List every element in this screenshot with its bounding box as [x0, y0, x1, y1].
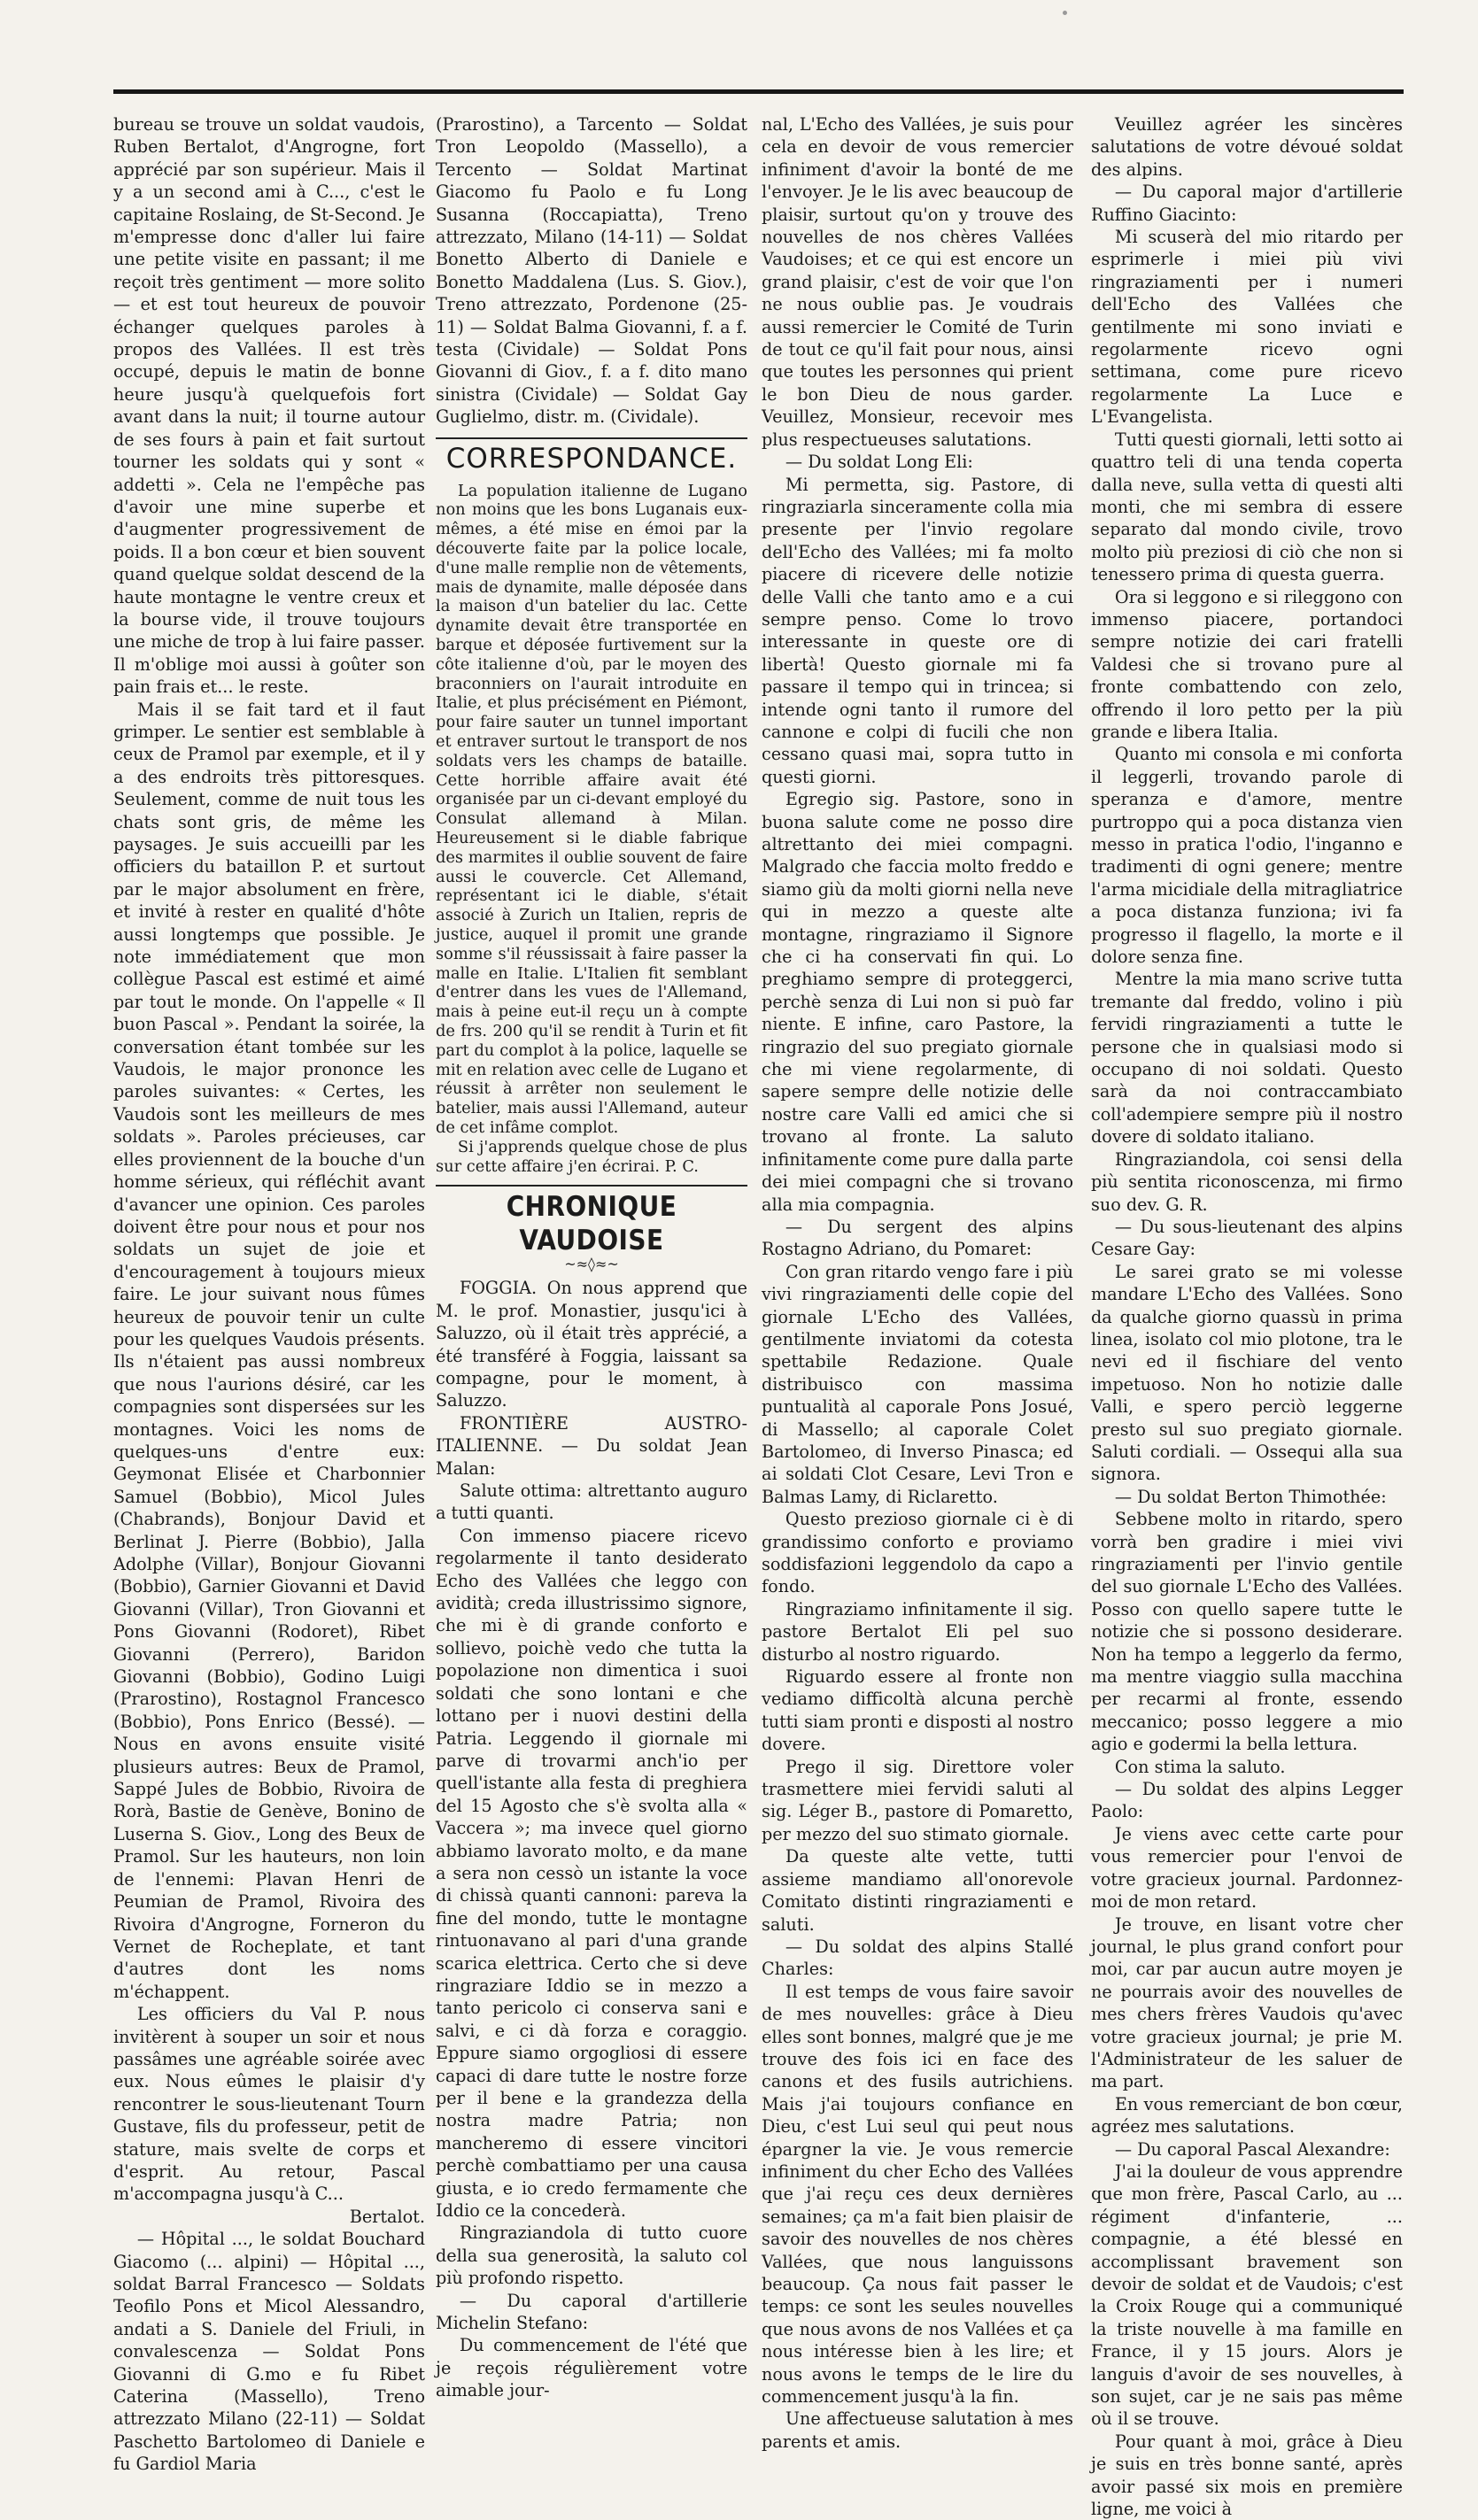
col4-paragraph: — Du caporal Pascal Alexandre:: [1114, 2138, 1390, 2160]
col3-paragraph: nal, L'Echo des Vallées, je suis pour cela en devoir de vous remercier infiniment d'avoir la bonté de me l'envoyer. Je le lis avec beaucoup de plaisir, surtout qu'on y trouve des nouvelles de nos chères Vallées Vaudoises; et ce qui est encore un grand plaisir, c'est de voir que l'on ne nous oublie pas. Je voudrais aussi remercier le Comité de Turin de tout ce qu'il fait pour nous, ainsi que toutes les personnes qui prient le bon Dieu de nous garder. Veuillez, Monsieur, recevoir mes plus respectueuses salutations.: [762, 114, 1073, 450]
speck: [1063, 11, 1067, 15]
col1-paragraph: Mais il se fait tard et il faut grimper. Le sentier est semblable à ceux de Pramol par exemple, et il y a des endroits très pittoresques. Seulement, comme de nuit tous les chats sont gris, de même les paysages. Je suis accueilli par les officiers du bataillon P. et surtout par le major absolument en frère, et invité à rester en qualité d'hôte aussi longtemps que possible. Je note immédiatement que mon collègue Pascal est estimé et aimé par tout le monde. On l'appelle « Il buon Pascal ». Pendant la soirée, la conversation étant tombée sur les Vaudois, le major prononce les paroles suivantes: « Certes, les Vaudois sont les meilleurs de mes soldats ». Paroles précieuses, car elles proviennent de la bouche d'un homme sérieux, qui réfléchit avant d'avancer une opinion. Ces paroles doivent être pour nous et pour nos soldats un sujet de joie et d'encouragement à toujours mieux faire. Le jour suivant nous fûmes heureux de pouvoir tenir un culte pour les quelques Vaudois présents. Ils n'étaient pas aussi nombreux que nous l'aurions désiré, car les compagnies sont dispersées sur les montagnes. Voici les noms de quelques-uns d'entre eux: Geymonat Elisée et Charbonnier Samuel (Bobbio), Micol Jules (Chabrands), Bonjour David et Berlinat J. Pierre (Bobbio), Jalla Adolphe (Villar), Bonjour Giovanni (Bobbio), Garnier Giovanni et David Giovanni (Villar), Tron Giovanni et Pons Giovanni (Rodoret), Ribet Giovanni (Perrero), Baridon Giovanni (Bobbio), Godino Luigi (Prarostino), Rostagnol Francesco (Bobbio), Pons Enrico (Bessé). — Nous en avons ensuite visité plusieurs autres: Beux de Pramol, Sappé Jules de Bobbio, Rivoira de Rorà, Bastie de Genève, Bonino de Luserna S. Giov., Long des Beux de Pramol. Sur les hauteurs, non loin de l'ennemi: Plavan Henri de Peumian de Pramol, Rivoira des Rivoira d'Angrogne, Forneron du Vernet de Rocheplate, et tant d'autres dont les noms m'échappent.: [113, 699, 425, 2002]
col4-paragraph: Ringraziandola, coi sensi della più sentita riconoscenza, mi firmo suo dev. G. R.: [1091, 1148, 1403, 1215]
col3-paragraph: Egregio sig. Pastore, sono in buona salute come ne posso dire altrettanto dei miei compagni. Malgrado che faccia molto freddo e siamo giù da molti giorni nella neve qui in mezzo a queste alte montagne, ringraziamo il Signore che ci ha conservati fin qui. Lo preghiamo sempre di proteggerci, perchè senza di Lui non si può far niente. E infine, caro Pastore, la ringrazio del suo pregiato giornale che mi viene regolarmente, di sapere sempre delle notizie delle nostre care Valli ed amici che si trovano al fronte. La saluto infinitamente come pure dalla parte dei miei compagni che si trovano alla mia compagnia.: [762, 789, 1073, 1215]
col3-paragraph: Une affectueuse salutation à mes parents et amis.: [762, 2408, 1073, 2452]
col4-paragraph: Veuillez agréer les sincères salutations de votre dévoué soldat des alpins.: [1091, 114, 1403, 180]
heading-flourish: ~≈◊≈~: [564, 1256, 619, 1273]
col4-paragraph: — Du soldat des alpins Legger Paolo:: [1091, 1779, 1403, 1822]
col3-paragraph: — Du soldat Long Eli:: [785, 452, 973, 473]
col4-paragraph: Quanto mi consola e mi conforta il leggerli, trovando parole di speranza e d'amore, mentre purtroppo qui a poca distanza vien messo in pratica l'odio, l'inganno e tradimenti di ogni genere; mentre l'arma micidiale della mitragliatrice a poca distanza funziona; ivi fa progresso il flagello, la morte e il dolore senza fine.: [1091, 744, 1403, 968]
letter-paragraph: Ringraziandola di tutto cuore della sua generosità, la saluto col più profondo rispetto.: [436, 2222, 747, 2289]
col3-paragraph: Riguardo essere al fronte non vediamo difficoltà alcuna perchè tutti siam pronti e disposti al nostro dovere.: [762, 1666, 1073, 1755]
column-1: [113, 113, 425, 2475]
correspondance-paragraph: La population italienne de Lugano non moins que les bons Luganais eux-mêmes, a été mise en émoi par la découverte faite par la police locale, d'une malle remplie non de vêtements, mais de dynamite, malle déposée dans la maison d'un batelier du lac. Cette dynamite devait être transportée en barque et déposée furtivement sur la côte italienne d'où, par le moyen des braconniers on l'aurait introduite en Italie, et plus précisément en Piémont, pour faire sauter un tunnel important et entraver surtout le transport de nos soldats vers les champs de bataille. Cette horrible affaire avait été organisée par un ci-devant employé du Consulat allemand à Milan. Heureusement si le diable fabrique des marmites il oublie souvent de faire aussi le couvercle. Cet Allemand, représentant ici le diable, s'était associé à Zurich un Italien, repris de justice, auquel il promit une grande somme s'il réussissait à faire passer la malle en Italie. L'Italien fit semblant d'entrer dans les vues de l'Allemand, mais à peine eut-il reçu un à compte de frs. 200 qu'il se rendit à Turin et fit part du complot à la police, laquelle se mit en relation avec celle de Lugano et réussit à arrêter non seulement le batelier, mais aussi l'Allemand, auteur de cet infâme complot.: [436, 481, 748, 1137]
foggia-paragraph: FOGGIA. On nous apprend que M. le prof. Monastier, jusqu'ici à Saluzzo, où il était très apprécié, a été transféré à Foggia, laissant sa compagne, pour le moment, à Saluzzo.: [436, 1278, 747, 1411]
col3-paragraph: Da queste alte vette, tutti assieme mandiamo all'onorevole Comitato distinti ringraziamenti e saluti.: [762, 1846, 1073, 1935]
section-divider: [436, 437, 747, 439]
col3-paragraph: Con gran ritardo vengo fare i più vivi ringraziamenti delle copie del giornale L'Echo des Vallées, gentilmente inviatomi da cotesta spettabile Redazione. Quale distribuisco con massima puntualità al caporale Pons Josué, di Massello; al caporale Colet Bartolomeo, di Inverso Pinasca; ed ai soldati Clot Cesare, Levi Tron e Balmas Lamy, di Riclaretto.: [762, 1261, 1073, 1507]
col4-paragraph: — Du caporal major d'artillerie Ruffino Giacinto:: [1091, 182, 1403, 225]
col4-paragraph: J'ai la douleur de vous apprendre que mon frère, Pascal Carlo, au ... régiment d'infanterie, ... compagnie, a été blessé en accomplissant bravement son devoir de soldat et de Vaudois; c'est la Croix Rouge qui a communiqué la triste nouvelle à ma famille en France, il y 15 jours. Alors je languis d'avoir de ses nouvelles, à son sujet, car je ne sais pas même où il se trouve.: [1091, 2161, 1403, 2430]
col4-paragraph: Mi scuserà del mio ritardo per esprimerle i miei più vivi ringraziamenti per i numeri dell'Echo des Vallées che gentilmente mi sono inviati e regolarmente ricevo ogni settimana, come pure ricevo regolarmente La Luce e L'Evangelista.: [1091, 227, 1403, 428]
letter-paragraph: Con immenso piacere ricevo regolarmente il tanto desiderato Echo des Vallées che leggo con avidità; creda illustrissimo signore, che mi è di grande conforto e sollievo, poichè vedo che tutta la popolazione non dimentica i suoi soldati che sono lontani e che lottano per i nuovi destini della Patria. Leggendo il giornale mi parve di trovarmi anch'io per quell'istante alla festa di preghiera del 15 Agosto che s'è svolta alla « Vaccera »; ma invece quel giorno abbiamo lavorato molto, e da mane a sera non cessò un istante la voce di chissà quanti cannoni: pareva la fine del mondo, tutte le montagne rintuonavano al pari d'una grande scarica elettrica. Certo che si deve ringraziare Iddio se in mezzo a tanto pericolo ci conserva sani e salvi, e ci dà forza e coraggio. Eppure siamo orgogliosi di essere capaci di dare tutte le nostre forze per il bene e la grandezza della nostra madre Patria; non mancheremo di essere vincitori perchè combattiamo per una causa giusta, e io credo fermamente che Iddio ce la concederà.: [436, 1525, 747, 2222]
col3-paragraph: Il est temps de vous faire savoir de mes nouvelles: grâce à Dieu elles sont bonnes, malgré que je me trouve des fois ici en face des canons et des fusils autrichiens. Mais j'ai toujours confiance en Dieu, c'est Lui seul qui peut nous épargner la vie. Je vous remercie infiniment du cher Echo des Vallées que j'ai reçu ces deux dernières semaines; ça m'a fait bien plaisir de savoir des nouvelles de nos chères Vallées, que nous languissons beaucoup. Ça nous fait passer le temps: ce sont les seules nouvelles que nous avons de nos Vallées et ça nous intéresse bien à les lire; et nous avons le temps de le lire du commencement jusqu'à la fin.: [762, 1981, 1073, 2408]
letter-paragraph: — Du caporal d'artillerie Michelin Stefano:: [436, 2290, 747, 2334]
correspondance-paragraph: [436, 1138, 747, 1177]
col1-paragraph: bureau se trouve un soldat vaudois, Ruben Bertalot, d'Angrogne, fort apprécié par son supérieur. Mais il y a un second ami à C..., c'est le capitaine Roslaing, de St-Second. Je m'empresse donc d'aller lui faire une petite visite en passant; il me reçoit très gentiment — more solito — et est tout heureux de pouvoir échanger quelques paroles à propos des Vallées. Il est très occupé, depuis le matin de bonne heure jusqu'à quelquefois fort avant dans la nuit; il tourne autour de ses fours à pain et fait surtout tourner les soldats qui y sont « addetti ». Cela ne l'empêche pas d'avoir une mine superbe et d'augmenter progressivement de poids. Il a bon cœur et bien souvent quand quelque soldat descend de la haute montagne le ventre creux et la bourse vide, il trouve toujours une miche de trop à lui faire passer. Il m'oblige moi aussi à goûter son pain frais et... le reste.: [113, 114, 425, 698]
col4-paragraph: — Du soldat Berton Thimothée:: [1114, 1486, 1387, 1507]
correspondance-closing: Si j'apprends quelque chose de plus sur cette affaire j'en écrirai.: [436, 1137, 747, 1176]
col4-paragraph: Je viens avec cette carte pour vous remercier pour l'envoi de votre gracieux journal. Pardonnez-moi de mon retard.: [1091, 1823, 1403, 1913]
col4-paragraph: Je trouve, en lisant votre cher journal, le plus grand confort pour moi, car par aucun autre moyen je ne pourrais avoir des nouvelles de mes chers frères Vaudois qu'avec votre gracieux journal; je prie M. l'Administrateur de les saluer de ma part.: [1091, 1913, 1403, 2092]
col2-paragraph: (Prarostino), a Tarcento — Soldat Tron Leopoldo (Massello), a Tercento — Soldat Martinat Giacomo fu Paolo e fu Long Susanna (Roccapiatta), Treno attrezzato, Milano (14-11) — Soldat Bonetto Alberto di Daniele e Bonetto Maddalena (Lus. S. Giov.), Treno attrezzato, Pordenone (25-11) — Soldat Balma Giovanni, f. a f. testa (Cividale) — Soldat Pons Giovanni di Giov., f. a f. dito mano sinistra (Cividale) — Soldat Gay Guglielmo, distr. m. (Cividale).: [436, 114, 747, 428]
col3-paragraph: Ringraziamo infinitamente il sig. pastore Bertalot Eli pel suo disturbo al nostro riguardo.: [762, 1598, 1073, 1665]
col4-paragraph: Sebbene molto in ritardo, spero vorrà ben gradire i miei vivi ringraziamenti per l'invio gentile del suo giornale L'Echo des Vallées. Posso con quello sapere tutte le notizie che si possono desiderare. Non ha tempo a leggerlo da fermo, ma mentre viaggio sulla macchina per recarmi al fronte, essendo meccanico; posso leggere a mio agio e godermi la bella lettura.: [1091, 1509, 1403, 1755]
top-rule: [113, 89, 1404, 94]
frontiere-intro: — Du soldat Jean Malan:: [436, 1435, 747, 1479]
col4-paragraph: Le sarei grato se mi volesse mandare L'Echo des Vallées. Sono da qualche giorno quassù in prima linea, isolato col mio plotone, tra le nevi ed il fischiare del vento impetuoso. Non ho notizie dalle Valli, e spero perciò leggerne presto sul suo pregiato giornale. Saluti cordiali. — Ossequi alla sua signora.: [1091, 1261, 1403, 1485]
col4-paragraph: Ora si leggono e si rileggono con immenso piacere, portandoci sempre notizie dei cari fratelli Valdesi che si trovano pure al fronte combattendo con zelo, offrendo il loro petto per la più grande e libera Italia.: [1091, 586, 1403, 742]
col3-paragraph: Mi permetta, sig. Pastore, di ringraziarla sinceramente colla mia presente per l'invio regolare dell'Echo des Vallées; mi fa molto piacere di ricevere delle notizie delle Valli che tanto amo e a cui sempre penso. Come lo trovo interessante in queste ore di libertà! Questo giornale mi fa passare il tempo qui in trincea; si intende ogni tanto il rumore del cannone e colpi di fucili che non cessano quasi mai, sopra tutto in questi giorni.: [762, 474, 1073, 787]
col4-paragraph: Mentre la mia mano scrive tutta tremante dal freddo, volino i più fervidi ringraziamenti a tutte le persone che in qualsiasi modo si occupano di noi soldati. Questo sarà da noi contraccambiato coll'adempiere sempre più il nostro dovere di soldato italiano.: [1091, 969, 1403, 1148]
col4-paragraph: En vous remerciant de bon cœur, agréez mes salutations.: [1091, 2093, 1403, 2137]
section-divider: [436, 1185, 747, 1187]
column-3: [762, 113, 1073, 2452]
col4-paragraph: — Du sous-lieutenant des alpins Cesare Gay:: [1091, 1216, 1403, 1260]
col3-paragraph: — Du sergent des alpins Rostagno Adriano, du Pomaret:: [762, 1216, 1073, 1260]
letter-paragraph: Du commencement de l'été que je reçois régulièrement votre aimable jour-: [436, 2335, 747, 2401]
col3-paragraph: — Du soldat des alpins Stallé Charles:: [762, 1936, 1073, 1980]
frontiere-paragraph: [436, 1412, 747, 1480]
correspondance-signature: P. C.: [664, 1156, 699, 1176]
col4-paragraph: Pour quant à moi, grâce à Dieu je suis en très bonne santé, après avoir passé six mois en première ligne, me voici à: [1091, 2431, 1403, 2520]
frontiere-title: FRONTIÈRE AUSTRO-ITALIENNE.: [436, 1412, 747, 1457]
letter-paragraph: Salute ottima: altrettanto auguro a tutti quanti.: [436, 1480, 747, 1524]
correspondance-heading: CORRESPONDANCE.: [445, 442, 738, 475]
col1-paragraph: Les officiers du Val P. nous invitèrent à souper un soir et nous passâmes une agréable soirée avec eux. Nous eûmes le plaisir d'y rencontrer le sous-lieutenant Tourn Gustave, fils du professeur, petit de stature, mais svelte de corps et d'esprit. Au retour, Pascal m'accompagna jusqu'à C...: [113, 2004, 425, 2205]
col3-paragraph: Questo prezioso giornale ci è di grandissimo conforto e proviamo soddisfazioni leggendolo da capo a fondo.: [762, 1509, 1073, 1597]
col4-paragraph: Con stima la saluto.: [1114, 1756, 1286, 1777]
col1-paragraph: — Hôpital ..., le soldat Bouchard Giacomo (... alpini) — Hôpital ..., soldat Barral Francesco — Soldats Teofilo Pons et Micol Alessandro, andati a S. Daniele del Friuli, in convalescenza — Soldat Pons Giovanni di G.mo e fu Ribet Caterina (Massello), Treno attrezzato Milano (22-11) — Soldat Paschetto Bartolomeo di Daniele e fu Gardiol Maria: [113, 2229, 425, 2475]
column-2: [436, 113, 748, 2401]
col3-paragraph: Prego il sig. Direttore voler trasmettere miei fervidi saluti al sig. Léger B., pastore di Pomaretto, per mezzo del suo stimato giornale.: [762, 1756, 1073, 1844]
col4-paragraph: Tutti questi giornali, letti sotto ai quattro teli di una tenda coperta dalla neve, sulla vetta di questi alti monti, che mi sembra di essere separato dal mondo civile, trovo molto più preziosi di ciò che non si tenessero prima di questa guerra.: [1091, 429, 1403, 585]
chronique-heading: CHRONIQUE VAUDOISE: [506, 1191, 677, 1257]
correspondance-body: [436, 482, 747, 1177]
author-signature: Bertalot.: [349, 2206, 425, 2227]
column-4: [1091, 113, 1403, 2520]
